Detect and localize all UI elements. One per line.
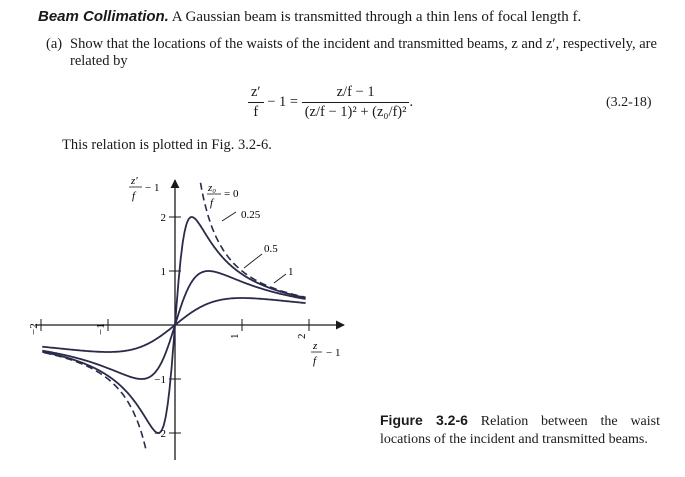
param-denominator: f xyxy=(210,197,214,209)
figure-label: Figure 3.2-6 xyxy=(380,412,468,428)
curve-z0-0-negative xyxy=(44,353,146,451)
param-numerator: z₀ xyxy=(208,182,217,194)
plot-reference-text: This relation is plotted in Fig. 3.2-6. xyxy=(62,137,272,153)
x-axis-label xyxy=(311,340,340,367)
part-a-text: Show that the locations of the waists of the incident and transmitted beams, z and z′, respectively, are related by xyxy=(70,36,657,69)
y-label-numerator: z′ xyxy=(131,175,138,187)
part-a-label: (a) xyxy=(46,36,63,52)
y-tick-label: −1 xyxy=(154,374,166,386)
curve-label: 1 xyxy=(288,266,294,278)
y-tick-label: 2 xyxy=(160,212,166,224)
figure-caption-text: Relation between the waist locations of the incident and transmitted beams. xyxy=(380,414,661,447)
equation-number: (3.2-18) xyxy=(606,95,652,110)
x-tick-label: 1 xyxy=(229,333,241,339)
curve-leader-line xyxy=(244,254,262,268)
equation-lhs-denominator: f xyxy=(253,104,259,120)
x-tick-label: −2 xyxy=(28,323,40,335)
curve-leader-line xyxy=(274,274,286,283)
x-label-numerator: z xyxy=(313,340,318,352)
equation-end: . xyxy=(409,93,414,110)
y-tick-label: −2 xyxy=(154,428,166,440)
y-tick-label: 1 xyxy=(160,266,166,278)
x-label-denominator: f xyxy=(313,355,317,367)
y-axis-label xyxy=(129,175,159,202)
x-tick-label: 2 xyxy=(296,333,308,339)
figure-caption xyxy=(380,412,660,448)
curve-leader-line xyxy=(222,212,236,221)
problem-intro: A Gaussian beam is transmitted through a thin lens of focal length f. xyxy=(171,9,582,25)
x-label-minus-one: − 1 xyxy=(326,347,341,359)
y-label-denominator: f xyxy=(132,190,136,202)
param-label-z0-zero xyxy=(207,182,239,209)
equation-rhs-numerator: z/f − 1 xyxy=(302,84,410,103)
equation-rhs-denominator: (z/f − 1)² + (z₀/f)² xyxy=(304,104,407,120)
y-label-minus-one: − 1 xyxy=(145,182,160,194)
problem-title: Beam Collimation. xyxy=(38,8,169,25)
equation-lhs-numerator: z′ xyxy=(248,84,264,103)
param-zero-label: = 0 xyxy=(224,188,239,200)
equation-lhs-rest: − 1 = xyxy=(267,93,299,110)
curve-label: 0.25 xyxy=(241,209,261,221)
x-tick-label: −1 xyxy=(95,323,107,335)
curve-label: 0.5 xyxy=(264,243,278,255)
